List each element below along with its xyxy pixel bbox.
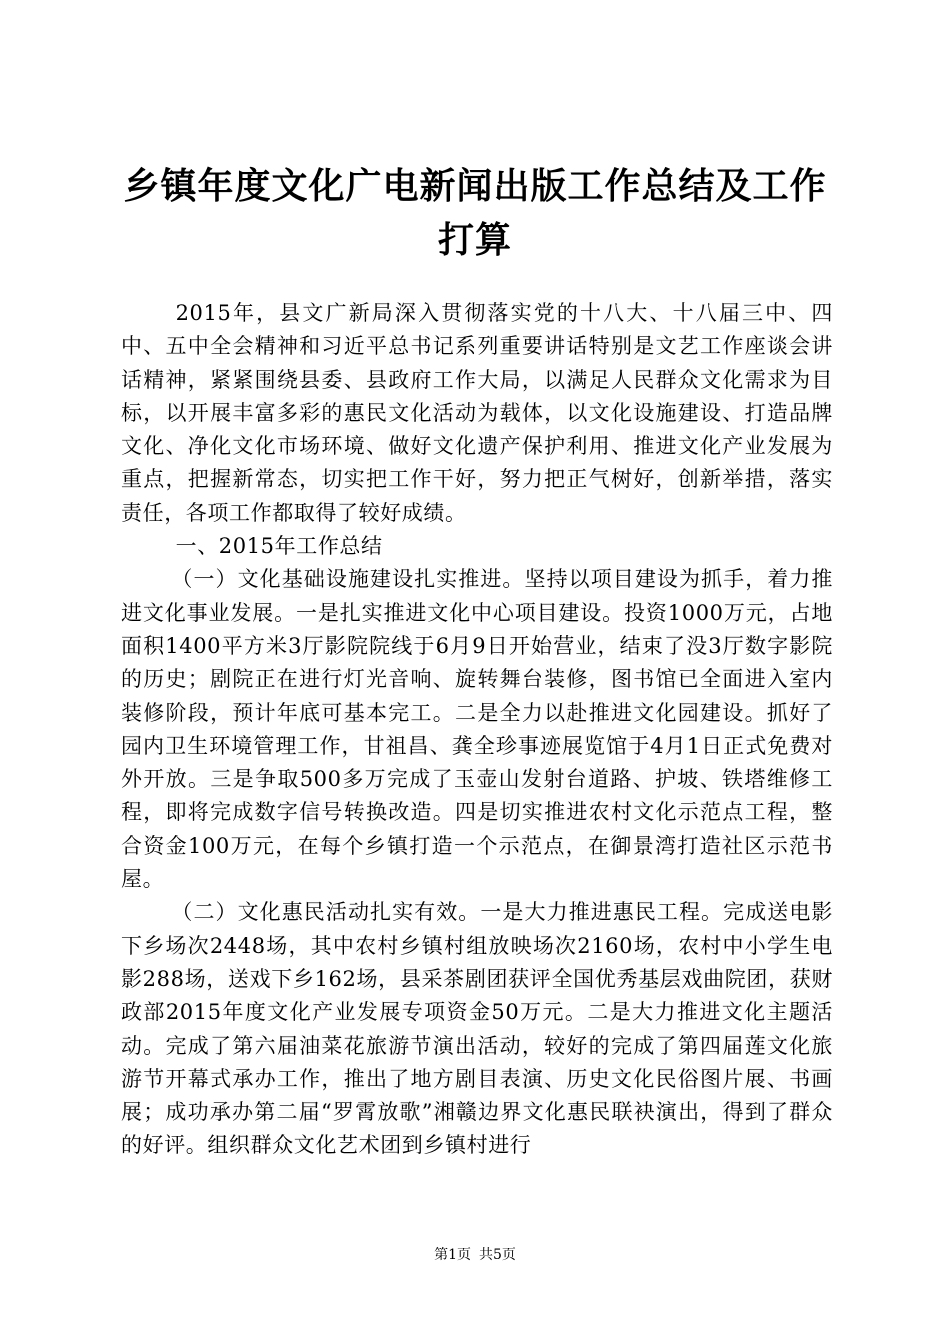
section-heading: 一、2015年工作总结 (175, 534, 383, 559)
intro-paragraph: 2015年，县文广新局深入贯彻落实党的十八大、十八届三中、四中、五中全会精神和习近平总书记系列重要讲话特别是文艺工作座谈会讲话精神，紧紧围绕县委、县政府工作大局，以满足人民群众文化需求为目标，以开展丰富多彩的惠民文化活动为载体，以文化设施建设、打造品牌文化、净化文化市场环境、做好文化遗产保护利用、推进文化产业发展为重点，把握新常态，切实把工作干好，努力把正气树好，创新举措，落实责任，各项工作都取得了较好成绩。 (121, 301, 833, 525)
document-title: 乡镇年度文化广电新闻出版工作总结及工作打算 (123, 166, 827, 261)
subsection-paragraph-2: （二）文化惠民活动扎实有效。一是大力推进惠民工程。完成送电影下乡场次2448场，其中农村乡镇村组放映场次2160场，农村中小学生电影288场，送戏下乡162场，县采茶剧团获评全国优秀基层戏曲院团，获财政部2015年度文化产业发展专项资金50万元。二是大力推进文化主题活动。完成了第六届油菜花旅游节演出活动，较好的完成了第四届莲文化旅游节开幕式承办工作，推出了地方剧目表演、历史文化民俗图片展、书画展；成功承办第二届“罗霄放歌”湘赣边界文化惠民联袂演出，得到了群众的好评。组织群众文化艺术团到乡镇村进行 (121, 900, 833, 1158)
document-body (121, 297, 833, 1163)
page-footer (0, 1245, 950, 1265)
page-total: 共5页 (479, 1247, 516, 1263)
subsection-paragraph-1: （一）文化基础设施建设扎实推进。坚持以项目建设为抓手，着力推进文化事业发展。一是扎实推进文化中心项目建设。投资1000万元，占地面积1400平方米3厅影院院线于6月9日开始营业，结束了没3厅数字影院的历史；剧院正在进行灯光音响、旋转舞台装修，图书馆已全面进入室内装修阶段，预计年底可基本完工。二是全力以赴推进文化园建设。抓好了园内卫生环境管理工作，甘祖昌、龚全珍事迹展览馆于4月1日正式免费对外开放。三是争取500多万完成了玉壶山发射台道路、护坡、铁塔维修工程，即将完成数字信号转换改造。四是切实推进农村文化示范点工程，整合资金100万元，在每个乡镇打造一个示范点，在御景湾打造社区示范书屋。 (121, 567, 833, 892)
page-number: 第1页 (434, 1247, 471, 1263)
